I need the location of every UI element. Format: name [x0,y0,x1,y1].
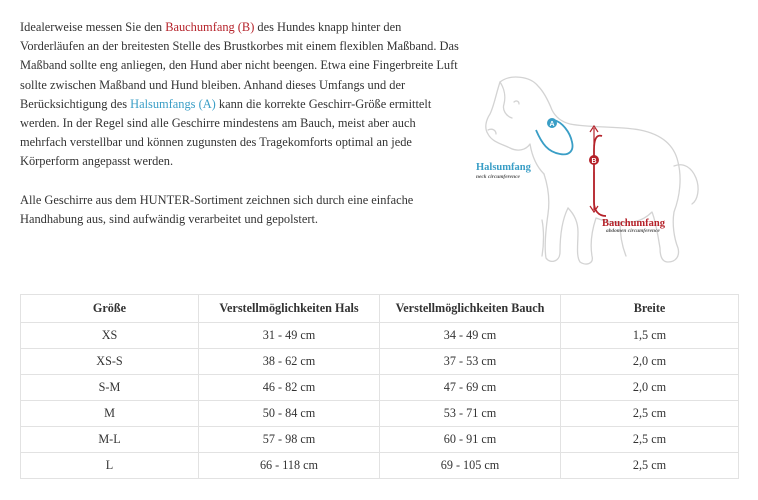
intro-paragraph-2: Alle Geschirre aus dem HUNTER-Sortiment zeichnen sich durch eine einfache Handhabung aus, sind aufwändig verarbeitet und gepolstert. [20,192,414,226]
intro-text-part: Idealerweise messen Sie den [20,20,166,34]
neck-range-cell: 50 - 84 cm [199,401,380,427]
marker-b-label: B [591,158,597,165]
size-cell: L [21,453,199,479]
intro-text-part: des Hundes knapp hinter den Vorderläufen an der breitesten Stelle des Brustkorbes mit einem flexiblen Maßband. Das Maßband sollte eng anliegen, den Hund aber nicht beengen. Etwa eine Fingerbreite Luft sollte zwischen Maßband und Hund bleiben. Anhand dieses Umfangs und der Berücksichtigung des [20,20,459,111]
neck-circumference-sublabel: neck circumference [476,174,520,180]
width-cell: 2,5 cm [561,427,739,453]
dog-measurement-illustration [470,70,710,275]
size-cell: XS [21,323,199,349]
size-cell: M-L [21,427,199,453]
header-width: Breite [561,295,739,323]
width-cell: 2,5 cm [561,401,739,427]
intro-text [20,18,460,229]
table-row [21,349,739,375]
size-cell: XS-S [21,349,199,375]
table-row [21,401,739,427]
intro-text-part: kann die korrekte Geschirr-Größe ermittelt werden. In der Regel sind alle Geschirre mindestens am Bauch, meist aber auch mehrfach verstellbar und können zugunsten des Tragekomforts optimal an jede Körperform angepasst werden. [20,96,432,169]
neck-range-cell: 57 - 98 cm [199,427,380,453]
marker-a-label: A [549,121,555,128]
neck-range-cell: 66 - 118 cm [199,453,380,479]
neck-range-cell: 38 - 62 cm [199,349,380,375]
size-table-container [20,294,738,479]
table-row [21,323,739,349]
table-row [21,375,739,401]
neck-circumference-label: Halsumfang [476,162,531,173]
belly-circumference-highlight: Bauchumfang (B) [165,20,255,34]
belly-range-cell: 69 - 105 cm [380,453,561,479]
header-size: Größe [21,295,199,323]
table-header-row [21,295,739,323]
header-belly-adjustment: Verstellmöglichkeiten Bauch [380,295,561,323]
width-cell: 1,5 cm [561,323,739,349]
belly-range-cell: 37 - 53 cm [380,349,561,375]
dog-illustration-svg [470,70,710,275]
header-neck-adjustment: Verstellmöglichkeiten Hals [199,295,380,323]
belly-range-cell: 47 - 69 cm [380,375,561,401]
size-cell: M [21,401,199,427]
neck-range-cell: 46 - 82 cm [199,375,380,401]
belly-measure-band [594,136,606,216]
width-cell: 2,5 cm [561,453,739,479]
belly-range-cell: 34 - 49 cm [380,323,561,349]
width-cell: 2,0 cm [561,375,739,401]
belly-circumference-sublabel: abdomen circumference [606,228,660,234]
belly-circumference-label: Bauchumfang [602,218,666,229]
neck-circumference-highlight: Halsumfangs (A) [130,96,216,111]
belly-range-cell: 53 - 71 cm [380,401,561,427]
table-row [21,453,739,479]
intro-paragraph-1 [20,18,460,172]
size-cell: S-M [21,375,199,401]
neck-range-cell: 31 - 49 cm [199,323,380,349]
belly-arrow-down [590,172,598,212]
width-cell: 2,0 cm [561,349,739,375]
size-table [20,294,739,479]
belly-range-cell: 60 - 91 cm [380,427,561,453]
table-row [21,427,739,453]
